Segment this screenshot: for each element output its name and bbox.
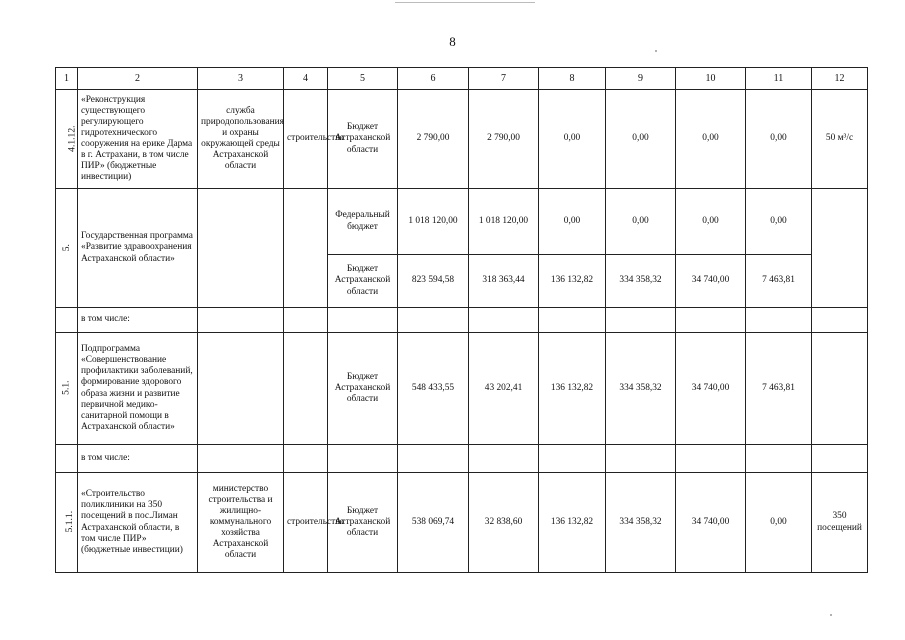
- empty-cell: [606, 445, 676, 473]
- capacity-cell: 350 посещений: [812, 473, 868, 573]
- empty-cell: [469, 445, 539, 473]
- empty-cell: [56, 308, 78, 333]
- value-cell: 0,00: [606, 189, 676, 255]
- measure-name: «Строительство поликлиники на 350 посещений в пос.Лиман Астраханской области, в том числе ПИР» (бюджетные инвестиции): [78, 473, 198, 573]
- empty-cell: [198, 333, 284, 445]
- value-cell: 334 358,32: [606, 473, 676, 573]
- table-row: [56, 90, 868, 189]
- value-cell: 2 790,00: [398, 90, 469, 189]
- row-number: 5.1.1.: [64, 511, 76, 533]
- subtotal-label: в том числе:: [78, 308, 198, 333]
- value-cell: 34 740,00: [676, 333, 746, 445]
- value-cell: 538 069,74: [398, 473, 469, 573]
- empty-cell: [746, 308, 812, 333]
- header-cell: 8: [539, 68, 606, 90]
- header-cell: 1: [56, 68, 78, 90]
- empty-cell: [284, 445, 328, 473]
- empty-cell: [812, 333, 868, 445]
- work-type: строительство: [284, 473, 328, 573]
- empty-cell: [676, 308, 746, 333]
- value-cell: 334 358,32: [606, 333, 676, 445]
- table-row: [56, 308, 868, 333]
- header-cell: 11: [746, 68, 812, 90]
- value-cell: 0,00: [539, 90, 606, 189]
- header-cell: 10: [676, 68, 746, 90]
- value-cell: 0,00: [676, 90, 746, 189]
- empty-cell: [284, 333, 328, 445]
- funding-source: Бюджет Астраханской области: [328, 333, 398, 445]
- executor: служба природопользования и охраны окружающей среды Астраханской области: [198, 90, 284, 189]
- header-cell: 6: [398, 68, 469, 90]
- empty-cell: [746, 445, 812, 473]
- empty-cell: [56, 445, 78, 473]
- scan-speck: [830, 614, 832, 616]
- empty-cell: [469, 308, 539, 333]
- value-cell: 2 790,00: [469, 90, 539, 189]
- empty-cell: [398, 445, 469, 473]
- row-number-cell: [56, 189, 78, 308]
- value-cell: 0,00: [746, 90, 812, 189]
- value-cell: 136 132,82: [539, 473, 606, 573]
- value-cell: 7 463,81: [746, 255, 812, 308]
- empty-cell: [606, 308, 676, 333]
- row-number: 4.1.12.: [66, 125, 78, 152]
- empty-cell: [284, 308, 328, 333]
- funding-source: Бюджет Астраханской области: [328, 473, 398, 573]
- measure-name: «Реконструкция существующего регулирующего гидротехнического сооружения на ерике Дарма в г. Астрахани, в том числе ПИР» (бюджетные инвестиции): [78, 90, 198, 189]
- value-cell: 0,00: [539, 189, 606, 255]
- value-cell: 334 358,32: [606, 255, 676, 308]
- empty-cell: [812, 445, 868, 473]
- table-row: [56, 189, 868, 255]
- subprogram-name: Подпрограмма «Совершенствование профилактики заболеваний, формирование здорового образа жизни и развитие первичной медико-санитарной помощи в Астраханской области»: [78, 333, 198, 445]
- value-cell: 0,00: [746, 473, 812, 573]
- value-cell: 34 740,00: [676, 255, 746, 308]
- funding-source: Бюджет Астраханской области: [328, 255, 398, 308]
- value-cell: 34 740,00: [676, 473, 746, 573]
- row-number: 5.1.: [60, 380, 72, 396]
- value-cell: 0,00: [606, 90, 676, 189]
- empty-cell: [812, 308, 868, 333]
- value-cell: 7 463,81: [746, 333, 812, 445]
- header-cell: 3: [198, 68, 284, 90]
- empty-cell: [198, 445, 284, 473]
- scan-speck: [655, 50, 657, 52]
- program-name: Государственная программа «Развитие здравоохранения Астраханской области»: [78, 189, 198, 308]
- empty-cell: [539, 308, 606, 333]
- empty-cell: [198, 308, 284, 333]
- funding-source: Бюджет Астраханской области: [328, 90, 398, 189]
- value-cell: 1 018 120,00: [398, 189, 469, 255]
- program-table: [55, 67, 868, 573]
- empty-cell: [328, 308, 398, 333]
- row-number: 5.: [60, 244, 72, 252]
- header-cell: 7: [469, 68, 539, 90]
- value-cell: 32 838,60: [469, 473, 539, 573]
- header-cell: 4: [284, 68, 328, 90]
- empty-cell: [812, 189, 868, 308]
- value-cell: 43 202,41: [469, 333, 539, 445]
- scan-top-rule: [395, 2, 535, 3]
- header-cell: 9: [606, 68, 676, 90]
- empty-cell: [328, 445, 398, 473]
- empty-cell: [676, 445, 746, 473]
- subtotal-label: в том числе:: [78, 445, 198, 473]
- value-cell: 1 018 120,00: [469, 189, 539, 255]
- empty-cell: [198, 189, 284, 308]
- page-number: 8: [449, 34, 456, 49]
- row-number-cell: [56, 90, 78, 189]
- value-cell: 548 433,55: [398, 333, 469, 445]
- empty-cell: [539, 445, 606, 473]
- header-cell: 2: [78, 68, 198, 90]
- value-cell: 136 132,82: [539, 255, 606, 308]
- table-row: [56, 333, 868, 445]
- header-cell: 12: [812, 68, 868, 90]
- value-cell: 0,00: [746, 189, 812, 255]
- header-row: [56, 68, 868, 90]
- value-cell: 318 363,44: [469, 255, 539, 308]
- work-type: строительство: [284, 90, 328, 189]
- empty-cell: [284, 189, 328, 308]
- value-cell: 823 594,58: [398, 255, 469, 308]
- header-cell: 5: [328, 68, 398, 90]
- table-row: [56, 473, 868, 573]
- capacity-cell: 50 м³/с: [812, 90, 868, 189]
- executor: министерство строительства и жилищно-коммунального хозяйства Астраханской области: [198, 473, 284, 573]
- empty-cell: [398, 308, 469, 333]
- table-row: [56, 445, 868, 473]
- value-cell: 0,00: [676, 189, 746, 255]
- value-cell: 136 132,82: [539, 333, 606, 445]
- row-number-cell: [56, 473, 78, 573]
- row-number-cell: [56, 333, 78, 445]
- funding-source: Федеральный бюджет: [328, 189, 398, 255]
